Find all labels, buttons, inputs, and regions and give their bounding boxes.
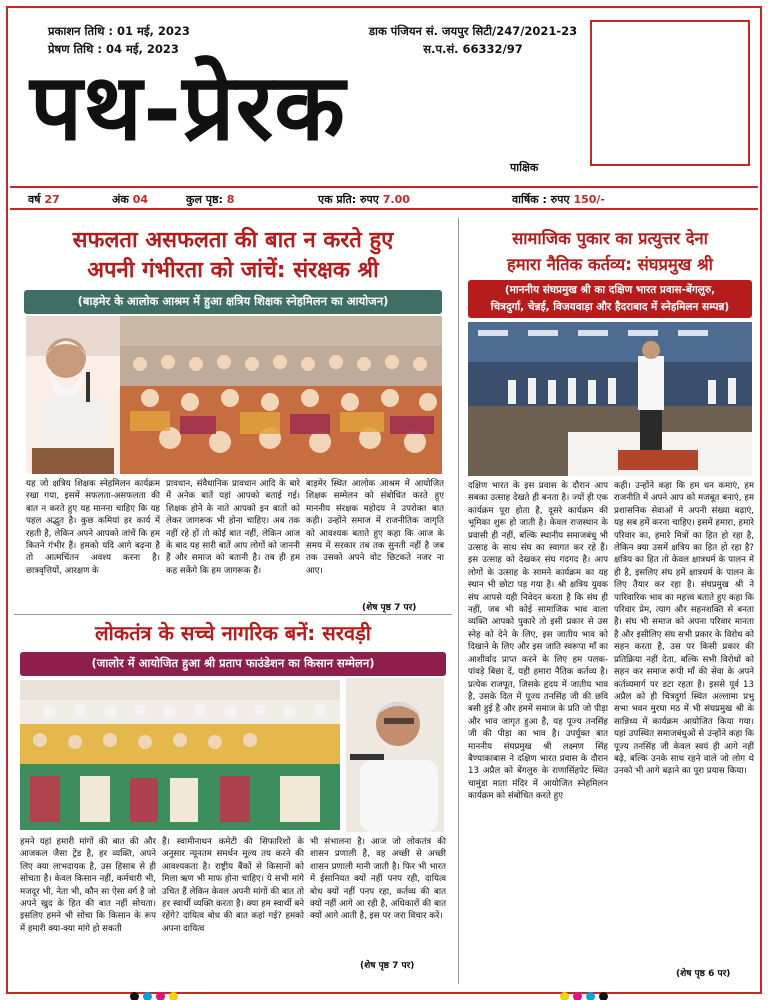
- dispatch-date: प्रेषण तिथि : 04 मई, 2023: [48, 42, 179, 56]
- article1-continued: (शेष पृष्ठ 7 पर): [362, 603, 417, 613]
- article2-subhead: [468, 280, 752, 318]
- volume: वर्ष 27: [28, 193, 60, 206]
- article1-headline-line2: अपनी गंभीरता को जांचें: संरक्षक श्री: [87, 258, 379, 283]
- article1-audience-photo: [120, 316, 442, 474]
- column-divider: [458, 218, 459, 984]
- article3-audience-photo: [20, 680, 340, 830]
- article3-column3: भी संभालना है। आज जो लोकतंत्र की शासन प्रणाली है, वह अच्छी से अच्छी शासन प्रणाली मानी जाती है। फिर भी भारत में ईसानियत क्यों नहीं पनप रही, दायित्व बोध क्यों नहीं पनप रहा, कर्तव्य की बात क्यों नहीं आगे आ रही है, अधिकारों की बात क्यों आगे आती है, इस पर जरा विचार करें।: [310, 837, 446, 922]
- article1-speaker-photo: [26, 316, 120, 474]
- article3-speaker-photo: [346, 678, 444, 832]
- article2-column2: कही। उन्होंने कहा कि हम धन कमाएं, हम राजनीति में अपने आप को मजबूत बनाएं, हम प्रशासनिक सेवाओं में अपनी संख्या बढ़ाएं, यह सब हमें करना चाहिए। इसमें हमारा, हमारे परिवार का, हमारे मित्रों का हित हो रहा है, लेकिन क्या उसमें क्षत्रिय का हित हो रहा है? क्षत्रिय का हित तो केवल क्षात्रधर्म के पालन में ही है, इसलिए संघ हमें क्षात्रधर्म के पालन के लिए तैयार कर रहा है। संघप्रमुख श्री ने पारिवारिक भाव का महत्त्व बताते हुए कहा कि परिवार प्रेम, त्याग और सहनशक्ति से बनता है। संघ भी समाज को अपना परिवार मानता है और इसीलिए संघ सभी प्रकार के विरोध को सहन करता है, उस पर किसी प्रकार की प्रतिक्रिया नहीं देता, बल्कि सभी विरोधों को सहन कर समाज रूपी माँ की सेवा के अपने कर्तव्यमार्ग पर डटा रहता है। इससे पूर्व 13 अप्रैल को ही चित्रदुर्गा स्थित अल्लामा प्रभु सभा भवन मुरघा मठ में भी संघप्रमुख श्री के सान्निध्य में कार्यक्रम आयोजित किया गया। यहां उपस्थित समाजबंधुओं से उन्होंने कहा कि पूज्य तनसिंह जी केवल स्वयं ही आगे नहीं बढ़े, बल्कि उनके साथ रहने वाले जो लोग थे उनको भी आगे बढ़ाने का पूरा प्रयास किया।: [614, 481, 754, 777]
- article1-headline: [14, 226, 452, 286]
- article2-subhead-line1: (माननीय संघप्रमुख श्री का दक्षिण भारत प्रवास-बेंगलुरु,: [504, 284, 716, 296]
- annual-price: वार्षिक : रुपए 150/-: [512, 193, 605, 206]
- article1-column2: प्रावधान, संवैधानिक प्रावधान आदि के बारे में अनेक बातें यहां आपको बताई गई। शिक्षक होने के नाते आपको इन बातों को लेकर जागरूक भी होना चाहिए। अब तक नहीं रहे हों तो कोई बात नहीं, लेकिन आज के बाद यह सारी बातें आप लोगों को जाननी हैं और समाज को बतानी है। तब ही हम कह सकेंगे कि हम जागरूक हैं।: [166, 479, 300, 576]
- page-count: कुल पृष्ठ: 8: [186, 193, 235, 206]
- article1-headline-line1: सफलता असफलता की बात न करते हुए: [72, 228, 394, 253]
- article2-subhead-line2: चित्रदुर्गा, चेन्नई, विजयवाड़ा और हैदराबाद में स्नेहमिलन सम्पन्न): [490, 301, 730, 313]
- issue-info-bar: [10, 186, 758, 210]
- article1-column3: बाड़मेर स्थित आलोक आश्रम में आयोजित शिक्षक सम्मेलन को संबोधित करते हुए माननीय संरक्षक महोदय ने उपरोक्त बात कही। उन्होंने समाज में राजनीतिक जागृति को आवश्यक बताते हुए कहा कि आज के समय में सरकार तब तक सुनती नहीं है जब तक उसको अपने वोट छिटकते नजर ना आए।: [306, 479, 444, 576]
- article3-continued: (शेष पृष्ठ 7 पर): [360, 961, 415, 971]
- issue-number: अंक 04: [112, 193, 149, 206]
- color-registration-dots-left: [130, 986, 182, 996]
- article3-headline: लोकतंत्र के सच्चे नागरिक बनें: सरवड़ी: [95, 621, 371, 645]
- address-stamp-box: [590, 20, 750, 166]
- article1-column1: यह जो क्षत्रिय शिक्षक स्नेहमिलन कार्यक्रम रखा गया, इसमें सफलता-असफलता की बात न करते हुए यह मानना चाहिए कि यह पहल अद्भुत है। कुछ कमियां हर कार्य में रहती है, लेकिन अपने आपको जांचें कि हम कितने गंभीर हैं। हमको यदि आगे बढ़ना है तो आत्मचिंतन अवश्य करना है। छात्रवृत्तियों, आरक्षण के: [26, 479, 160, 576]
- single-copy-price: एक प्रति: रुपए 7.00: [318, 193, 410, 206]
- article2-headline: [464, 226, 756, 278]
- article2-event-photo: [468, 322, 752, 476]
- article2-continued: (शेष पृष्ठ 6 पर): [676, 969, 731, 979]
- publication-frequency: पाक्षिक: [510, 161, 539, 174]
- postal-registration: डाक पंजियन सं. जयपुर सिटी/247/2021-23: [368, 24, 578, 38]
- article2-headline-line1: सामाजिक पुकार का प्रत्युत्तर देना: [512, 229, 708, 248]
- rni-number: स.प.सं. 66332/97: [423, 42, 523, 56]
- article-divider: [14, 614, 452, 615]
- publish-date: प्रकाशन तिथि : 01 मई, 2023: [48, 24, 190, 38]
- article3-subhead: (जालोर में आयोजित हुआ श्री प्रताप फाउंडेशन का किसान सम्मेलन): [20, 652, 446, 676]
- article2-column1: दक्षिण भारत के इस प्रवास के दौरान आप सबका उत्साह देखते ही बनता है। ज्यों ही एक कार्यक्रम पूरा होता है, दूसरे कार्यक्रम की भूमिका शुरू हो जाती है। केवल राजस्थान के प्रवासी ही नहीं, बल्कि स्थानीय समाजबंधु भी उत्साह के साथ संघ का स्वागत कर रहे हैं। इस उत्साह को देखकर संघ गदगद है। आप लोगों के उत्साह के सामने कार्यक्रम का यह स्थान भी छोटा पड़ गया है। श्री क्षत्रिय युवक संघ आपसे यही निवेदन करता है कि संघ ही नहीं, जब भी कोई सामाजिक भाव वाला व्यक्ति आपको पुकारे तो इसी प्रकार से उस स्नेह को देने के लिए, इस जातीय भाव को दिखाने के लिए और इस जाति स्वरूपा माँ का आशीर्वाद प्राप्त करने के लिए हम पलक-पांवड़े बिछा दें, यही हमारा नैतिक कर्तव्य है। प्रत्येक राजपूत, जिसके हृदय में जातीय भाव है, उसके दिल में पूज्य तनसिंह जी की छवि बसी हुई है और हममें समाज के प्रति जो पीड़ा और भाव जागृत हुआ है, यह पूज्य तनसिंह जी की पीड़ा का भाव है। उपर्युक्त बात माननीय संघप्रमुख श्री लक्ष्मण सिंह बैण्याकाबास ने दक्षिण भारत प्रवास के दौरान 13 अप्रैल को बेंगलुरु के राणासिंहपेट स्थित चामुंडा माता मंदिर में आयोजित स्नेहमिलन कार्यक्रम को संबोधित करते हुए: [468, 481, 608, 802]
- article3-column1: हमने यहां हमारी मांगों की बात की और आजकल जैसा ट्रेंड है, हर व्यक्ति, अपने लिए क्या लाभदायक है, उस हिसाब से ही सोचता है। केवल किसान नहीं, कर्मचारी भी, मजदूर भी, नेता भी, कौन सा ऐसा वर्ग है जो अपने खुद के हित की बात नहीं सोचता। इसलिए हमने भी सोचा कि किसान के रूप में हमारी क्या-क्या मांगे हो सकती: [20, 837, 156, 934]
- color-registration-dots-right: [560, 986, 612, 996]
- newspaper-title: पथ-प्रेरक: [30, 53, 346, 161]
- article2-headline-line2: हमारा नैतिक कर्तव्य: संघप्रमुख श्री: [507, 255, 713, 274]
- article1-subhead: (बाड़मेर के आलोक आश्रम में हुआ क्षत्रिय शिक्षक स्नेहमिलन का आयोजन): [24, 290, 442, 314]
- article3-column2: हैं। स्वामीनाथन कमेटी की सिफारिशों के अनुसार न्यूनतम समर्थन मूल्य तय करने की आवश्यकता है। राष्ट्रीय बैंकों से किसानों को मिला ऋण भी माफ होना चाहिए। ये सभी मांगे उचित हैं लेकिन केवल अपनी मांगों की बात तो हर स्वार्थी व्यक्ति करता है। क्या हम स्वार्थी बने रहेंगे? दायित्व बोध की बात कहां गई? हमको अपना दायित्व: [162, 837, 304, 934]
